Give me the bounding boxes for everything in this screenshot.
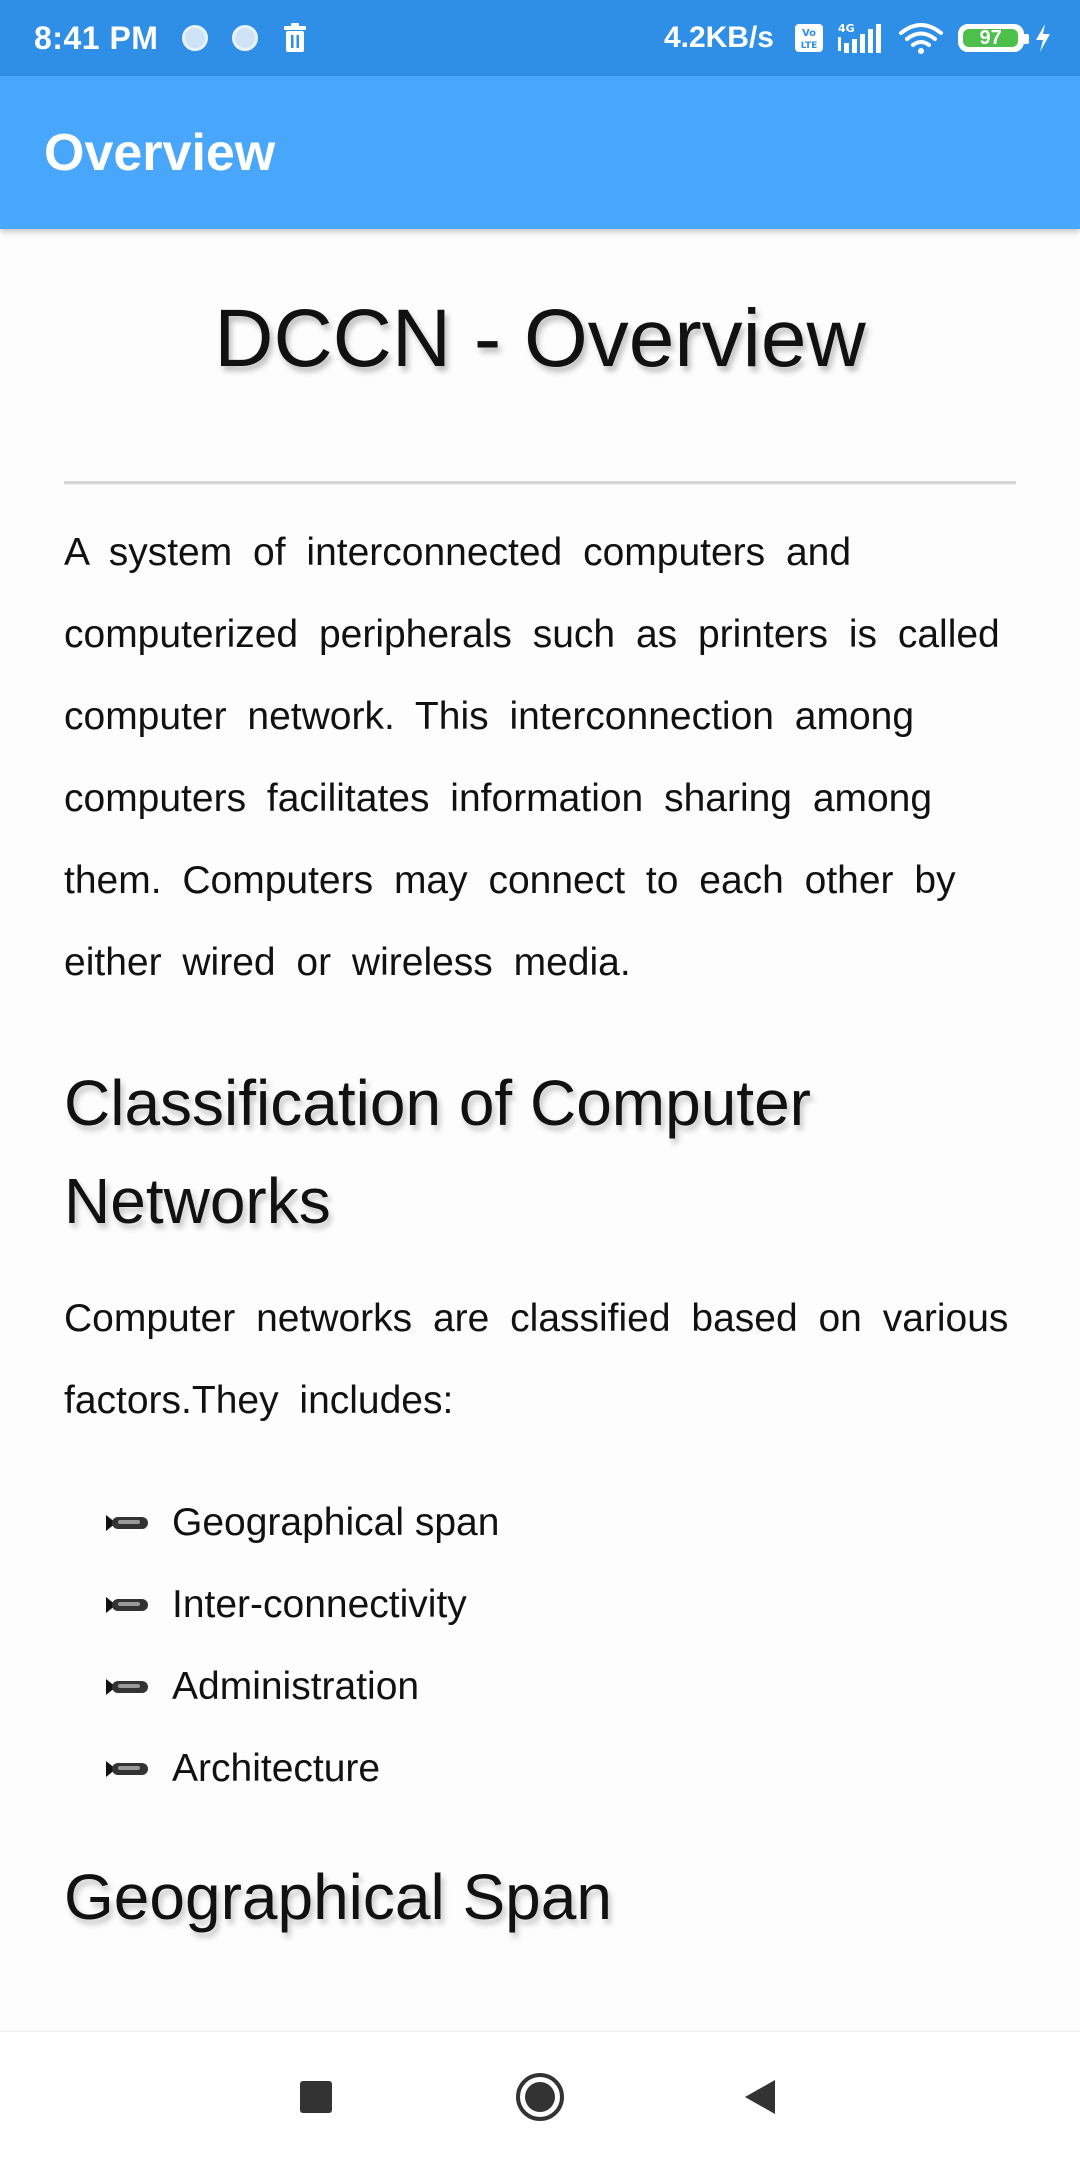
list-item xyxy=(104,1728,1016,1810)
app-bar-title: Overview xyxy=(44,123,276,182)
home-icon xyxy=(515,2072,565,2122)
network-speed: 4.2KB/s xyxy=(663,21,774,54)
status-bar xyxy=(0,0,1080,76)
network-type: 4G xyxy=(838,22,855,35)
classification-paragraph: Computer networks are classified based on various factors.They includes: xyxy=(64,1297,1009,1422)
section-heading-classification: Classification of Computer Networks xyxy=(64,1067,811,1237)
notification-dot-icon xyxy=(232,25,258,51)
list-item-label: Geographical span xyxy=(172,1501,500,1544)
volte-icon xyxy=(794,23,824,53)
list-item-label: Inter-connectivity xyxy=(172,1583,467,1626)
list-item-label: Administration xyxy=(172,1665,420,1708)
charging-icon xyxy=(1034,23,1052,53)
trash-icon xyxy=(282,23,308,53)
arrow-bullet-icon xyxy=(104,1675,150,1699)
battery-icon xyxy=(958,24,1024,52)
home-button[interactable] xyxy=(480,2032,600,2161)
recents-icon xyxy=(299,2080,333,2114)
recents-button[interactable] xyxy=(256,2032,376,2161)
back-icon xyxy=(743,2078,777,2116)
signal-icon xyxy=(834,21,888,55)
divider xyxy=(64,481,1016,484)
app-bar xyxy=(0,76,1080,229)
status-time: 8:41 PM xyxy=(34,19,159,56)
page-title: DCCN - Overview xyxy=(214,293,866,384)
section-heading-geographical-span: Geographical Span xyxy=(64,1861,612,1933)
arrow-bullet-icon xyxy=(104,1511,150,1535)
intro-paragraph: A system of interconnected computers and computerized peripherals such as printers is called computer network. This interconnection among computers facilitates information sharing among them. Computers may connect to each other by either wired or wireless media. xyxy=(64,531,1000,984)
navigation-bar xyxy=(0,2031,1080,2161)
list-item xyxy=(104,1482,1016,1564)
back-button[interactable] xyxy=(700,2032,820,2161)
article-content[interactable] xyxy=(0,229,1080,2031)
wifi-icon xyxy=(898,21,944,55)
list-item xyxy=(104,1564,1016,1646)
list-item xyxy=(104,1646,1016,1728)
list-item-label: Architecture xyxy=(172,1747,381,1790)
svg-text:Vo: Vo xyxy=(801,28,817,39)
battery-level: 97 xyxy=(979,26,1002,49)
classification-list xyxy=(64,1482,1016,1810)
notification-dot-icon xyxy=(182,25,208,51)
arrow-bullet-icon xyxy=(104,1593,150,1617)
svg-text:LTE: LTE xyxy=(800,41,818,51)
arrow-bullet-icon xyxy=(104,1757,150,1781)
